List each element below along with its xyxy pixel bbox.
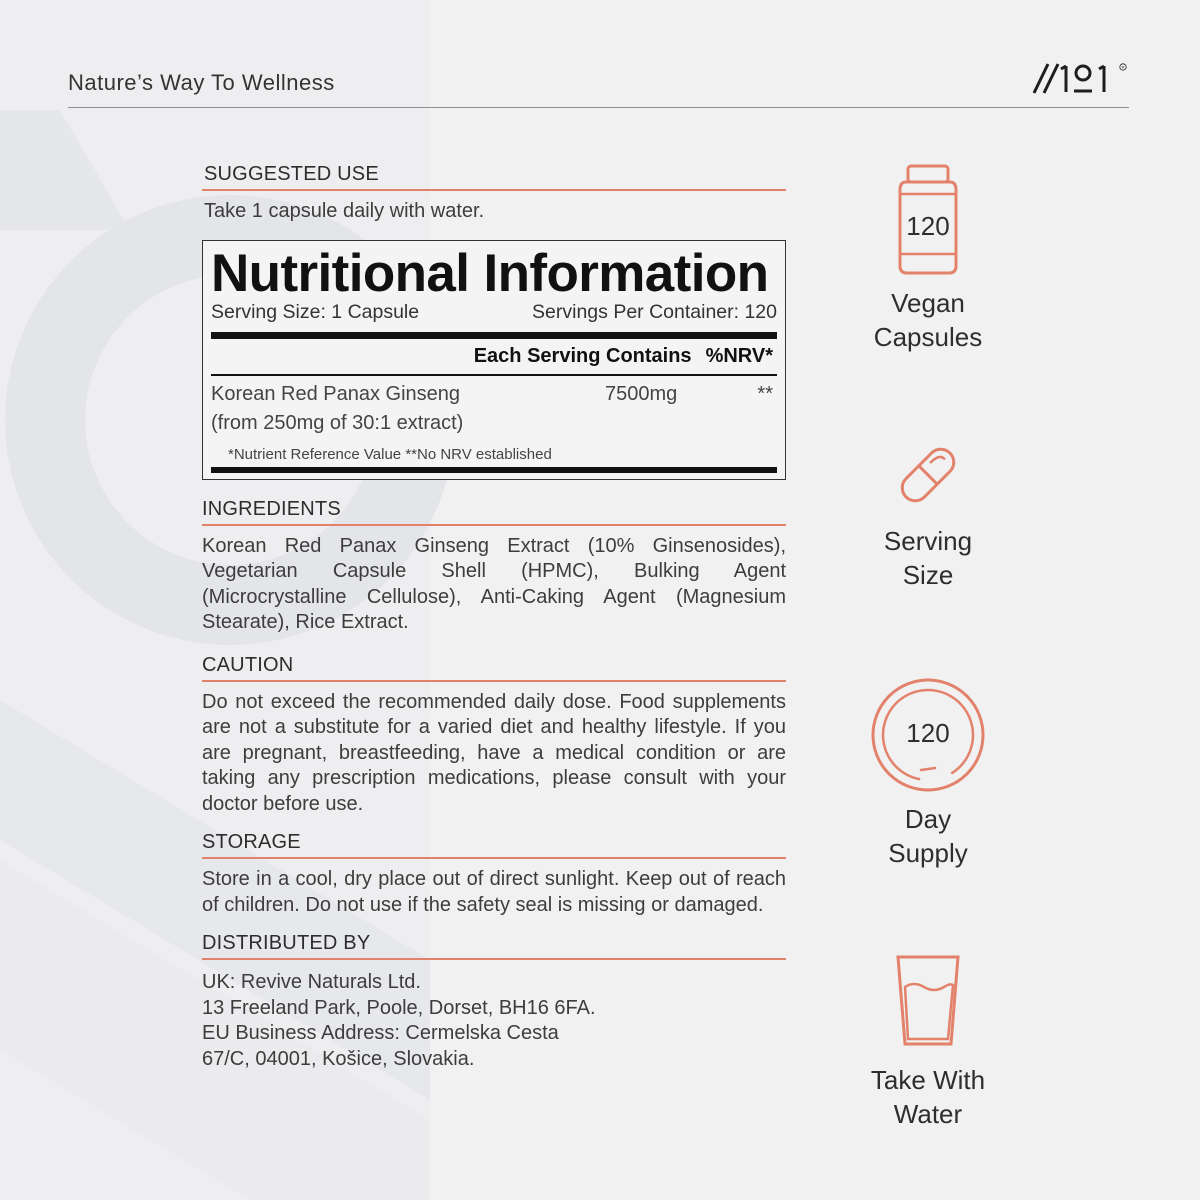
capsule-icon <box>893 440 963 510</box>
feature-label <box>858 524 998 592</box>
nutrition-footnote: *Nutrient Reference Value **No NRV established <box>228 445 552 463</box>
feature-label-line: Supply <box>888 838 968 868</box>
glass-icon <box>896 955 960 1047</box>
serving-row <box>211 301 777 324</box>
address-line: EU Business Address: Cermelska Cesta <box>202 1022 559 1044</box>
distributor-address <box>202 970 786 1072</box>
section-divider <box>202 857 786 859</box>
col-nrv: %NRV* <box>705 344 773 367</box>
distributed-by-title: DISTRIBUTED BY <box>202 932 371 954</box>
bottle-count: 120 <box>906 211 950 241</box>
feature-label-line: Size <box>902 560 954 590</box>
section-divider <box>202 958 786 960</box>
address-line: 13 Freeland Park, Poole, Dorset, BH16 6FA. <box>202 996 596 1019</box>
bottle-icon <box>897 164 959 276</box>
storage-title: STORAGE <box>202 831 301 853</box>
item-name <box>211 380 605 438</box>
serving-size: Serving Size: 1 Capsule <box>211 300 420 323</box>
feature-label <box>858 1063 998 1131</box>
caution-title: CAUTION <box>202 653 294 676</box>
section-divider <box>202 524 786 526</box>
suggested-use-section <box>202 163 786 225</box>
item-amount: 7500mg <box>605 382 678 405</box>
feature-vegan-capsules <box>858 164 998 354</box>
storage-section <box>202 831 786 918</box>
table-bottom-rule <box>211 467 777 473</box>
day-count: 120 <box>906 718 950 748</box>
feature-label-line: Serving <box>883 526 973 556</box>
address-line: UK: Revive Naturals Ltd. <box>202 971 421 993</box>
feature-day-supply <box>858 676 998 870</box>
feature-label-line: Take With <box>870 1065 986 1095</box>
distributed-by-section <box>202 932 786 1072</box>
tagline: Nature’s Way To Wellness <box>68 70 335 95</box>
item-name-line-2: (from 250mg of 30:1 extract) <box>211 411 464 434</box>
suggested-use-title: SUGGESTED USE <box>204 163 379 185</box>
caution-section <box>202 654 786 818</box>
brand-logo <box>1032 60 1132 96</box>
info-column <box>202 163 786 1072</box>
feature-label <box>858 802 998 870</box>
feature-label-line: Capsules <box>873 322 983 352</box>
ingredients-title: INGREDIENTS <box>202 497 341 520</box>
table-thick-rule <box>211 332 777 339</box>
section-divider <box>202 680 786 682</box>
feature-serving-size <box>858 440 998 592</box>
nutrition-title: Nutritional Information <box>211 243 769 303</box>
address-line: 67/C, 04001, Košice, Slovakia. <box>202 1047 475 1070</box>
storage-text: Store in a cool, dry place out of direct sunlight. Keep out of reach of children. Do not use if the safety seal is missing or damaged. <box>202 868 786 916</box>
nutrition-table <box>202 240 786 480</box>
item-nrv: ** <box>757 382 773 405</box>
svg-text:R: R <box>1121 64 1125 70</box>
clock-icon <box>869 676 987 794</box>
feature-label-line: Water <box>893 1099 963 1129</box>
ingredients-text: Korean Red Panax Ginseng Extract (10% Ginsenosides), Vegetarian Capsule Shell (HPMC), Bulking Agent (Microcrystalline Cellulose), Anti-Caking Agent (Magnesium Stearate), Rice Extract. <box>202 534 786 633</box>
col-each-serving: Each Serving Contains <box>473 344 692 367</box>
caution-text: Do not exceed the recommended daily dose. Food supplements are not a substitute for a varied diet and healthy lifestyle. If you are pregnant, breastfeeding, have a medical condition or are taking any prescription medications, please consult with your doctor before use. <box>202 690 786 815</box>
nutrition-item-row <box>211 376 777 438</box>
feature-take-with-water <box>858 955 998 1131</box>
feature-label <box>858 286 998 354</box>
servings-per-container: Servings Per Container: 120 <box>532 300 777 323</box>
feature-label-line: Vegan <box>891 288 965 318</box>
feature-label-line: Day <box>904 804 952 834</box>
section-divider <box>202 189 786 191</box>
item-name-line-1: Korean Red Panax Ginseng <box>211 382 461 405</box>
header-divider <box>68 107 1129 108</box>
nutrition-header-row <box>211 339 777 374</box>
ingredients-section <box>202 498 786 636</box>
suggested-use-text: Take 1 capsule daily with water. <box>204 200 485 222</box>
